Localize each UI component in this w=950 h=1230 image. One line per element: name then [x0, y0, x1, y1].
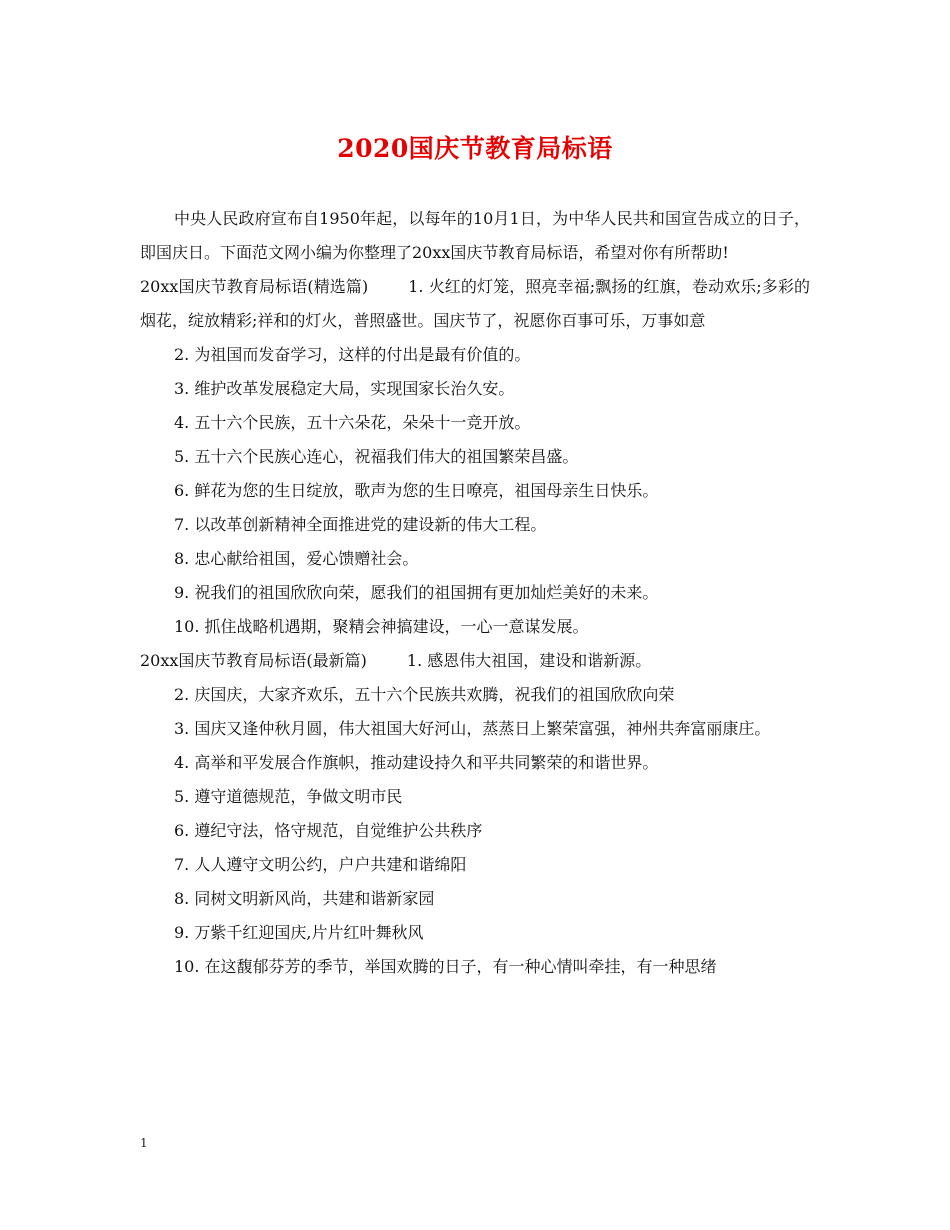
section-1-item: 4. 五十六个民族，五十六朵花，朵朵十一竞开放。 — [174, 413, 531, 432]
page-number: 1 — [140, 1136, 148, 1150]
section-1-item: 6. 鲜花为您的生日绽放，歌声为您的生日嘹亮，祖国母亲生日快乐。 — [174, 481, 659, 500]
section-2-item: 2. 庆国庆，大家齐欢乐，五十六个民族共欢腾，祝我们的祖国欣欣向荣 — [174, 685, 675, 704]
section-2-heading: 20xx国庆节教育局标语(最新篇) — [140, 651, 367, 670]
section-2-item: 3. 国庆又逢仲秋月圆，伟大祖国大好河山，蒸蒸日上繁荣富强，神州共奔富丽康庄。 — [174, 719, 771, 738]
section-2-item: 5. 遵守道德规范，争做文明市民 — [174, 787, 403, 806]
page-title: 2020国庆节教育局标语 — [337, 134, 613, 163]
section-1-item: 8. 忠心献给祖国，爱心馈赠社会。 — [174, 549, 419, 568]
section-1-item: 10. 抓住战略机遇期，聚精会神搞建设，一心一意谋发展。 — [174, 617, 589, 636]
document-body — [140, 202, 810, 984]
section-1-item: 2. 为祖国而发奋学习，这样的付出是最有价值的。 — [174, 345, 531, 364]
section-1-heading: 20xx国庆节教育局标语(精选篇) — [140, 277, 369, 296]
section-1-item: 5. 五十六个民族心连心，祝福我们伟大的祖国繁荣昌盛。 — [174, 447, 579, 466]
section-1-item-1: 1. 火红的灯笼，照亮幸福;飘扬的红旗，卷动欢乐;多彩的烟花，绽放精彩;祥和的灯火，普照盛世。国庆节了，祝愿你百事可乐，万事如意 — [140, 277, 810, 330]
section-1-item: 9. 祝我们的祖国欣欣向荣，愿我们的祖国拥有更加灿烂美好的未来。 — [174, 583, 659, 602]
section-1-item: 3. 维护改革发展稳定大局，实现国家长治久安。 — [174, 379, 515, 398]
section-2-lead — [140, 644, 810, 678]
section-2-item: 6. 遵纪守法，恪守规范，自觉维护公共秩序 — [174, 821, 483, 840]
intro-paragraph: 中央人民政府宣布自1950年起，以每年的10月1日，为中华人民共和国宣告成立的日子，即国庆日。下面范文网小编为你整理了20xx国庆节教育局标语，希望对你有所帮助! — [140, 209, 810, 262]
section-1-item: 7. 以改革创新精神全面推进党的建设新的伟大工程。 — [174, 515, 547, 534]
section-2-item: 10. 在这馥郁芬芳的季节，举国欢腾的日子，有一种心情叫牵挂，有一种思绪 — [174, 957, 717, 976]
section-2-item: 9. 万紫千红迎国庆,片片红叶舞秋风 — [174, 923, 424, 942]
section-2-item-1: 1. 感恩伟大祖国，建设和谐新源。 — [406, 651, 652, 670]
section-1-lead — [140, 270, 810, 338]
section-2-item: 4. 高举和平发展合作旗帜，推动建设持久和平共同繁荣的和谐世界。 — [174, 753, 659, 772]
section-2-item: 7. 人人遵守文明公约，户户共建和谐绵阳 — [174, 855, 467, 874]
section-2-item: 8. 同树文明新风尚，共建和谐新家园 — [174, 889, 435, 908]
